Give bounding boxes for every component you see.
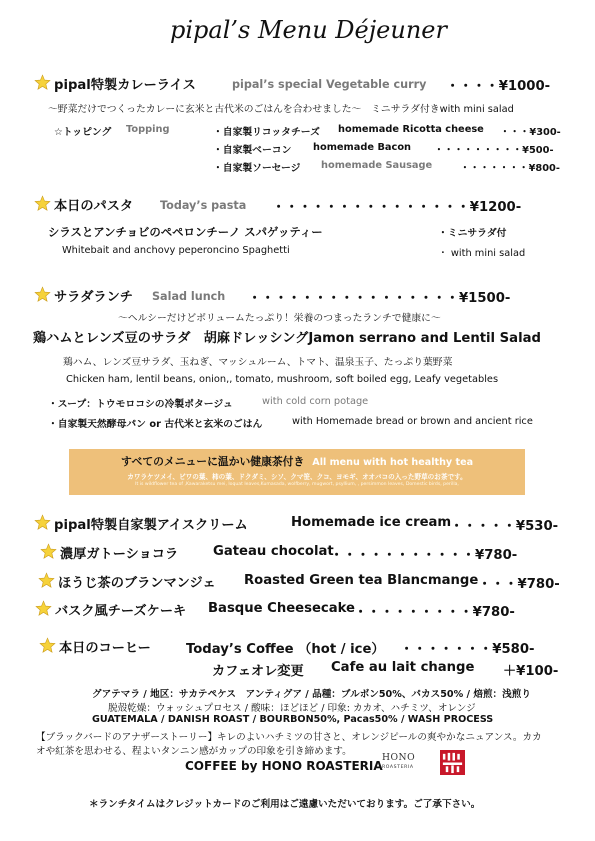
pasta-salad-jp: ・ミニサラダ付 [438, 228, 507, 239]
dessert-1-price: ・・・・・¥530- [450, 519, 559, 534]
dessert-4-en: Basque Cheesecake [208, 601, 355, 616]
pasta-price: ・・・・・・・・・・・・・・・¥1200- [272, 200, 522, 215]
salad-bread-jp: ・自家製天然酵母パン or 古代米と玄米のごはん [48, 419, 263, 430]
cafe-au-lait-jp: カフェオレ変更 [212, 664, 304, 679]
dessert-4-jp: バスク風チーズケーキ [55, 604, 187, 619]
dessert-3-price: ・・・¥780- [478, 577, 560, 592]
curry-description: 〜野菜だけでつくったカレーに玄米と古代米のごはんを合わせました〜 ミニサラダ付きwith mini salad [48, 104, 514, 115]
star-icon [34, 195, 51, 212]
roaster-mark-icon [440, 750, 465, 775]
tea-ingredients-jp: カワラケツメイ、ビワの葉、柿の葉、ドクダミ、シソ、クマ笹、クコ、ヨモギ、オオバコの入った野草のお茶です。 [127, 473, 467, 481]
footer-note: ＊ランチタイムはクレジットカードのご利用はご遠慮いただいております。ご了承下さい。 [89, 799, 481, 810]
topping-3-price: ・・・・・・・¥800- [460, 163, 560, 174]
tea-banner [69, 449, 525, 495]
dessert-2-en: Gateau chocolat [213, 544, 334, 559]
coffee-roaster: COFFEE by HONO ROASTERIA [185, 759, 383, 773]
tea-ingredients-en: It is wildflower tea of ,Kawaraketsu mei, loquat leaves,Kumasada, wolfberry, mugwort, psyllium, , persimmon leaves, Domestic birds, perilla, [135, 482, 459, 487]
dessert-4-price: ・・・・・・・・・¥780- [354, 605, 515, 620]
dessert-2-heading [40, 543, 178, 562]
coffee-info-2: 脱殻乾燥：ウォッシュプロセス / 酸味：ほどほど / 印象: カカオ、ハチミツ、オレンジ [108, 703, 476, 714]
coffee-info-1: グアテマラ / 地区：サカテペケス アンティグア / 品種：ブルボン50%、パカス50% / 焙煎：浅煎り [92, 689, 531, 700]
topping-1-price: ・・・¥300- [500, 127, 561, 138]
topping-2-en: homemade Bacon [313, 142, 412, 153]
salad-dish: 鶏ハムとレンズ豆のサラダ 胡麻ドレッシングJamon serrano and Lentil Salad [33, 331, 541, 346]
coffee-heading [39, 637, 151, 656]
coffee-story-2: オや紅茶を思わせる、程よいタンニン感がカップの印象を引き締めます。 [36, 746, 352, 757]
salad-price: ・・・・・・・・・・・・・・・・¥1500- [248, 291, 511, 306]
dessert-3-jp: ほうじ茶のブランマンジェ [58, 576, 216, 591]
topping-2-price: ・・・・・・・・・¥500- [434, 145, 554, 156]
coffee-name-jp: 本日のコーヒー [59, 641, 151, 656]
salad-tagline: 〜ヘルシーだけどボリュームたっぷり！栄養のつまったランチで健康に〜 [118, 313, 441, 324]
page-title: pipal’s Menu Déjeuner [170, 16, 447, 44]
star-icon [39, 637, 56, 654]
tea-banner-title [69, 454, 525, 469]
logo-text: HONO [382, 752, 416, 763]
pasta-dish-en: Whitebait and anchovy peperoncino Spaghetti [62, 245, 290, 256]
curry-heading [34, 74, 196, 93]
salad-soup-en: with cold corn potage [262, 396, 369, 407]
dessert-2-jp: 濃厚ガトーショコラ [60, 547, 179, 562]
star-icon [35, 600, 52, 617]
dessert-1-jp: pipal特製自家製アイスクリーム [54, 518, 248, 533]
coffee-name-en: Today’s Coffee （hot / ice） [186, 642, 385, 657]
star-icon [40, 543, 57, 560]
topping-3-jp: ・自家製ソーセージ [213, 163, 301, 174]
pasta-heading [34, 195, 133, 214]
pasta-name-en: Today’s pasta [160, 199, 247, 212]
dessert-3-heading [38, 572, 216, 591]
topping-label-jp: ☆トッピング [54, 127, 112, 138]
topping-1-jp: ・自家製リコッタチーズ [213, 127, 320, 138]
star-icon [34, 286, 51, 303]
cafe-au-lait-en: Cafe au lait change [331, 660, 475, 675]
salad-soup-jp: ・スープ：トウモロコシの冷製ポタージュ [48, 399, 233, 410]
dessert-1-heading [34, 514, 248, 533]
coffee-info-3: GUATEMALA / DANISH ROAST / BOURBON50%, Pacas50% / WASH PROCESS [92, 714, 494, 725]
topping-label-en: Topping [126, 124, 170, 135]
salad-name-en: Salad lunch [152, 290, 226, 303]
dessert-4-heading [35, 600, 186, 619]
salad-ingredients-en: Chicken ham, lentil beans, onion,, tomato, mushroom, soft boiled egg, Leafy vegetables [66, 374, 499, 385]
logo-sub: ROASTERIA [382, 765, 414, 770]
star-icon [34, 74, 51, 91]
dessert-3-en: Roasted Green tea Blancmange [244, 573, 479, 588]
coffee-price: ・・・・・・・¥580- [400, 642, 535, 657]
topping-3-en: homemade Sausage [321, 160, 433, 171]
tea-title-en: All menu with hot healthy tea [312, 457, 474, 468]
curry-price: ・・・・¥1000- [446, 79, 551, 94]
pasta-name-jp: 本日のパスタ [54, 199, 134, 214]
salad-name-jp: サラダランチ [54, 290, 133, 305]
salad-heading [34, 286, 133, 305]
coffee-story-1: 【ブラックバードのアナザーストーリー】キレのよいハチミツの甘さと、オレンジピールの爽やかなニュアンス。カカ [36, 732, 542, 743]
pasta-salad-en: ・ with mini salad [438, 248, 526, 259]
salad-bread-en: with Homemade bread or brown and ancient rice [292, 416, 533, 427]
cafe-au-lait-price: ＋¥100- [503, 664, 559, 679]
topping-1-en: homemade Ricotta cheese [338, 124, 484, 135]
salad-ingredients-jp: 鶏ハム、レンズ豆サラダ、玉ねぎ、マッシュルーム、トマト、温泉玉子、たっぷり葉野菜 [63, 357, 453, 368]
dessert-1-en: Homemade ice cream [291, 515, 452, 530]
topping-2-jp: ・自家製ベーコン [213, 145, 292, 156]
curry-name-en: pipal’s special Vegetable curry [232, 78, 427, 91]
tea-title-jp: すべてのメニューに温かい健康茶付き [120, 455, 305, 468]
curry-name-jp: pipal特製カレーライス [54, 78, 196, 93]
dessert-2-price: ・・・・・・・・・・・¥780- [330, 548, 518, 563]
star-icon [38, 572, 55, 589]
star-icon [34, 514, 51, 531]
pasta-dish-jp: シラスとアンチョビのペペロンチーノ スパゲッティー [48, 225, 323, 239]
